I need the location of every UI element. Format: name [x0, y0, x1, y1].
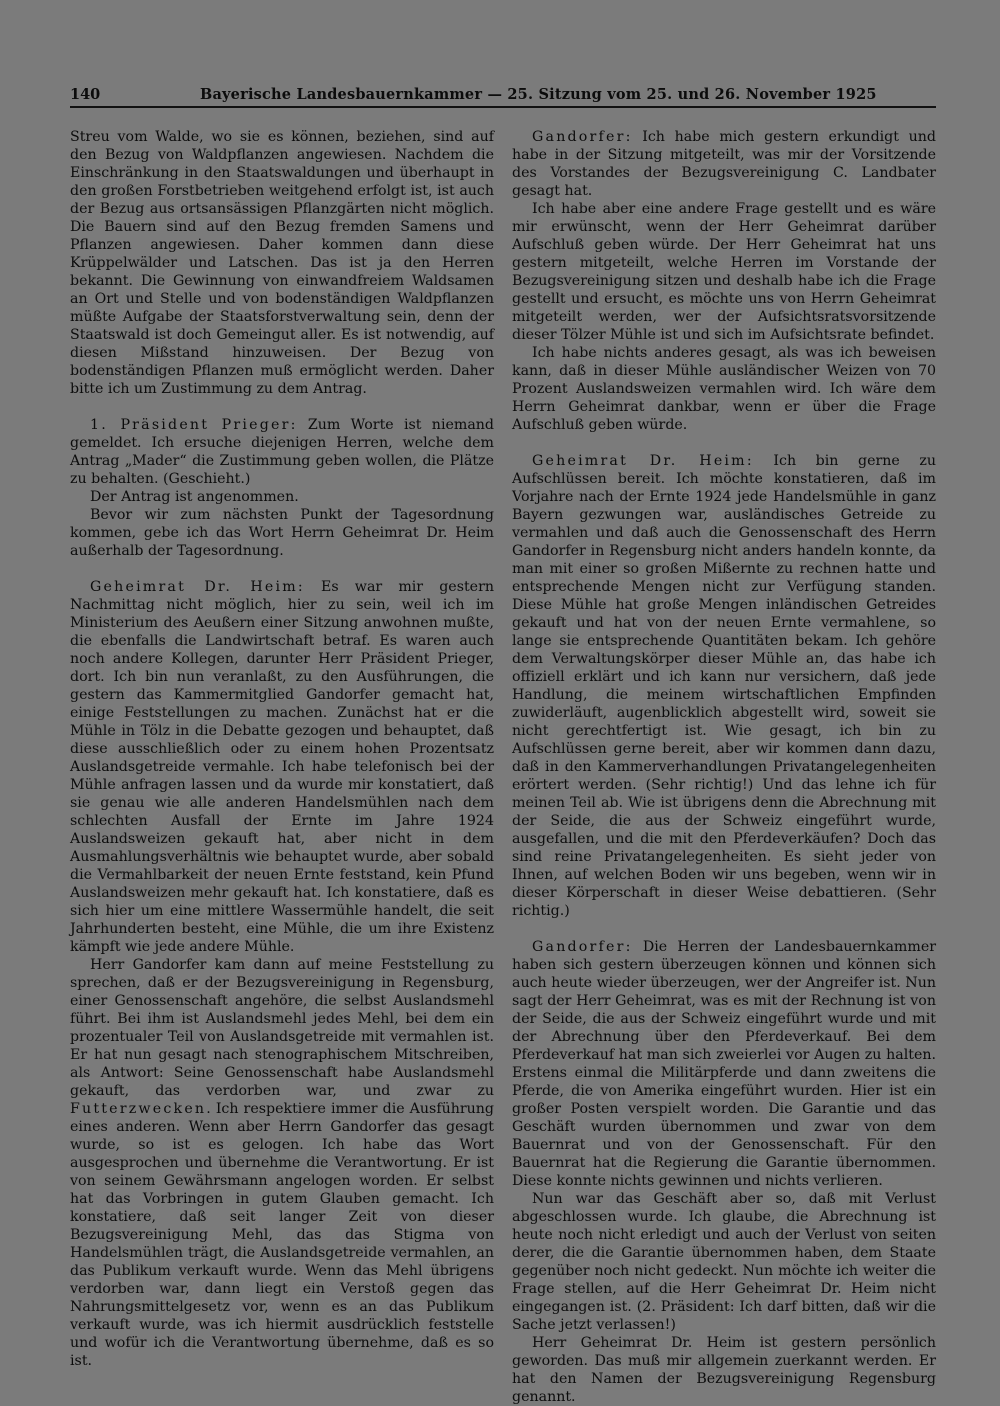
- paragraph-text: Zum Worte ist niemand gemeldet. Ich ersuche diejenigen Herren, welche dem Antrag „Mader“ die Zustimmung geben wollen, die Plätze zu behalten. (Geschieht.): [70, 417, 495, 487]
- header-rule: [70, 106, 936, 108]
- paragraph-text: Die Herren der Landesbauernkammer haben sich gestern überzeugen können und können sich auch heute wieder überzeugen, wer der Angreifer ist. Nun sagt der Herr Geheimrat, was es mit der Rechnung ist von der Seide, die aus der Schweiz eingeführt wurde und mit der Abrechnung über den Pferdeverkauf. Bei dem Pferdeverkauf hat man sich zweierlei vor Augen zu halten. Erstens einmal die Militärpferde und dann zweitens die Pferde, die von Amerika eingeführt wurden. Hier ist ein großer Posten verspielt worden. Die Garantie und das Geschäft wurden übernommen und zwar von dem Bauernrat und von der Genossenschaft. Für den Bauernrat hat die Regierung die Garantie übernommen. Diese konnte nichts gewinnen und nichts verlieren.: [512, 939, 936, 1189]
- running-title: Bayerische Landesbauernkammer — 25. Sitzung vom 25. und 26. November 1925: [200, 86, 877, 103]
- paragraph-text: Ich bin gerne zu Aufschlüssen bereit. Ich möchte konstatieren, daß im Vorjahre nach der Ernte 1924 jede Handelsmühle in ganz Bayern gezwungen war, ausländisches Getreide zu vermahlen und daß auch die Genossenschaft des Herrn Gandorfer in Regensburg nicht anders handeln konnte, da man mit einer so großen Mißernte zu rechnen hatte und entsprechende Mengen nicht zur Verfügung standen. Diese Mühle hat große Mengen inländischen Getreides gekauft und hat von der neuen Ernte vermahlene, so lange sie entsprechende Quantitäten bekam. Ich gehöre dem Verwaltungskörper dieser Mühle an, das habe ich offiziell erklärt und ich kann nur versichern, daß jede Handlung, die meinem wirtschaftlichen Empfinden zuwiderläuft, augenblicklich abgestellt wird, soweit sie nicht gerechtfertigt ist. Wie gesagt, ich bin zu Aufschlüssen gerne bereit, aber wir kommen dann dazu, daß in den Kammerverhandlungen Privatangelegenheiten erörtert werden. (Sehr richtig!) Und das lehne ich für meinen Teil ab. Wie ist übrigens denn die Abrechnung mit der Seide, die aus der Schweiz eingeführt wurde, ausgefallen, und die mit den Pferdeverkäufen? Doch das sind reine Privatangelegenheiten. Es sieht jeder von Ihnen, auf welchen Boden wir uns begeben, wenn wir in dieser Körperschaft in dieser Weise debattieren. (Sehr richtig.): [512, 453, 936, 919]
- paragraph: [512, 452, 936, 920]
- paragraph: [70, 416, 494, 488]
- paragraph: Der Antrag ist angenommen.: [90, 489, 299, 505]
- paragraph-text: Ich habe mich gestern erkundigt und habe in der Sitzung mitgeteilt, was mir der Vorsitzende des Vorstandes der Bezugsvereinigung C. Landbater gesagt hat.: [512, 129, 936, 199]
- speaker-name: 1. Präsident Prieger:: [90, 417, 298, 433]
- speaker-name: Gandorfer:: [532, 939, 633, 955]
- emphasized-word: Futterzwecken: [70, 1101, 207, 1117]
- paragraph: [512, 128, 936, 200]
- paragraph: Bevor wir zum nächsten Punkt der Tagesordnung kommen, gebe ich das Wort Herrn Geheimrat Dr. Heim außerhalb der Tagesordnung.: [70, 507, 494, 559]
- paragraph: Nun war das Geschäft aber so, daß mit Verlust abgeschlossen wurde. Ich glaube, die Abrechnung ist heute noch nicht erledigt und auch der Verlust von seiten derer, die die Garantie übernommen haben, dem Staate gegenüber noch nicht gedeckt. Nun möchte ich weiter die Frage stellen, auf die Herr Geheimrat Dr. Heim nicht eingegangen ist. (2. Präsident: Ich darf bitten, daß wir die Sache jetzt verlassen!): [512, 1191, 936, 1333]
- paragraph: Herr Geheimrat Dr. Heim ist gestern persönlich geworden. Das muß mir allgemein zuerkannt werden. Er hat den Namen der Bezugsvereinigung Regensburg genannt.: [512, 1335, 936, 1405]
- running-header: [70, 86, 934, 106]
- paragraph: Ich habe nichts anderes gesagt, als was ich beweisen kann, daß in dieser Mühle ausländischer Weizen von 70 Prozent Auslandsweizen vermahlen wird. Ich wäre dem Herrn Geheimrat dankbar, wenn er über die Frage Aufschluß geben würde.: [512, 345, 936, 433]
- paragraph: Ich habe aber eine andere Frage gestellt und es wäre mir erwünscht, wenn der Herr Geheimrat darüber Aufschluß geben würde. Der Herr Geheimrat hat uns gestern mitgeteilt, welche Herren im Vorstande der Bezugsvereinigung sitzen und deshalb habe ich die Frage gestellt und ersucht, es möchte uns von Herrn Geheimrat mitgeteilt werden, wer der Aufsichtsratsvorsitzende dieser Tölzer Mühle ist und sich im Aufsichtsrate befindet.: [512, 201, 936, 343]
- paragraph: Streu vom Walde, wo sie es können, beziehen, sind auf den Bezug von Waldpflanzen angewiesen. Nachdem die Einschränkung in den Staatswaldungen und überhaupt in den großen Forstbetrieben weitgehend erfolgt ist, ist auch der Bezug aus ortsansässigen Pflanzgärten nicht möglich. Die Bauern sind auf den Bezug fremden Samens und Pflanzen angewiesen. Daher kommen dann diese Krüppelwälder und Latschen. Das ist ja den Herren bekannt. Die Gewinnung von einwandfreiem Waldsamen an Ort und Stelle und von bodenständigen Waldpflanzen müßte Aufgabe der Staatsforstverwaltung sein, denn der Staatswald ist doch Gemeingut aller. Es ist notwendig, auf diesen Mißstand hinzuweisen. Der Bezug von bodenständigen Pflanzen muß ermöglicht werden. Daher bitte ich um Zustimmung zu dem Antrag.: [70, 129, 494, 397]
- paragraph-text: Herr Gandorfer kam dann auf meine Feststellung zu sprechen, daß er der Bezugsvereinigung in Regensburg, einer Genossenschaft angehöre, die selbst Auslandsmehl führt. Bei ihm ist Auslandsmehl jedes Mehl, bei dem ein prozentualer Teil von Auslandsgetreide mit vermahlen ist. Er hat nun gesagt nach stenographischem Mitschreiben, als Antwort: Seine Genossenschaft habe Auslandsmehl gekauft, das verdorben war, und zwar zu: [70, 957, 494, 1099]
- right-column: [512, 128, 936, 1406]
- left-column: [70, 128, 494, 1370]
- paragraph-text: Es war mir gestern Nachmittag nicht möglich, hier zu sein, weil ich im Ministerium des Aeußern einer Sitzung anwohnen mußte, die ebenfalls die Landwirtschaft betraf. Es waren auch noch andere Kollegen, darunter Herr Präsident Prieger, dort. Ich bin nun veranlaßt, zu den Ausführungen, die gestern das Kammermitglied Gandorfer gemacht hat, einige Feststellungen zu machen. Zunächst hat er die Mühle in Tölz in die Debatte gezogen und behauptet, daß diese ausschließlich oder zu einem hohen Prozentsatz Auslandsgetreide vermahle. Ich habe telefonisch bei der Mühle anfragen lassen und da wurde mir konstatiert, daß sie genau wie alle anderen Handelsmühlen nach dem schlechten Ausfall der Ernte im Jahre 1924 Auslandsweizen gekauft hat, aber nicht in dem Ausmahlungsverhältnis wie behauptet wurde, aber sobald die Vermahlbarkeit der neuen Ernte feststand, kein Pfund Auslandsweizen mehr gekauft hat. Ich konstatiere, daß es sich hier um eine mittlere Wassermühle handelt, die seit Jahrhunderten besteht, eine Mühle, die um ihre Existenz kämpft wie jede andere Mühle.: [70, 579, 494, 955]
- page-number: 140: [70, 86, 101, 103]
- paragraph: [70, 956, 494, 1370]
- paragraph-text: . Ich respektiere immer die Ausführung eines anderen. Wenn aber Herrn Gandorfer das gesagt wurde, so ist es gelogen. Ich habe das Wort ausgesprochen und übernehme die Verantwortung. Er ist von seinem Gewährsmann angelogen worden. Er selbst hat das Vorbringen in gutem Glauben gemacht. Ich konstatiere, daß seit langer Zeit von dieser Bezugsvereinigung Mehl, das das Stigma von Handelsmühlen trägt, die Auslandsgetreide vermahlen, an das Publikum verkauft wurde. Wenn das Mehl übrigens verdorben war, dann liegt ein Verstoß gegen das Nahrungsmittelgesetz vor, wenn es an das Publikum verkauft wurde, was ich hiermit ausdrücklich feststelle und wofür ich die Verantwortung übernehme, daß es so ist.: [70, 1101, 494, 1369]
- speaker-name: Geheimrat Dr. Heim:: [90, 579, 305, 595]
- speaker-name: Gandorfer:: [532, 129, 633, 145]
- paragraph: [512, 938, 936, 1190]
- speaker-name: Geheimrat Dr. Heim:: [532, 453, 754, 469]
- paragraph: [70, 578, 494, 956]
